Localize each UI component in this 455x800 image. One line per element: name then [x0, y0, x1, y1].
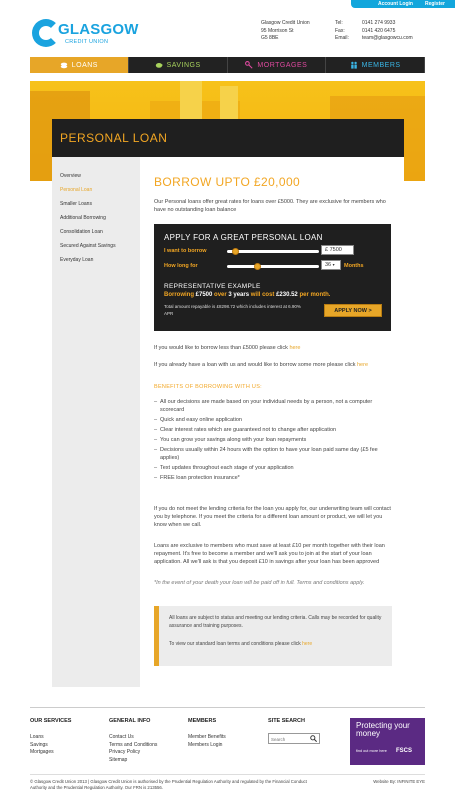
- address-line: Glasgow Credit Union: [261, 20, 310, 26]
- borrow-slider-handle[interactable]: [232, 248, 239, 255]
- fax-value: 0141 420 6475: [362, 27, 396, 34]
- address-line: 95 Morrison St: [261, 27, 294, 34]
- footer-heading: SITE SEARCH: [268, 718, 305, 724]
- list-item: – Decisions usually within 24 hours with the option to have your loan paid same day (£5 fee applies): [154, 446, 394, 462]
- criteria-text: If you do not meet the lending criteria for the loan you apply for, our underwriting team will contact you by telephone. If you meet the criteria for a different loan amount or product, we will let you know when we call.: [154, 506, 391, 528]
- sidebar-item-everyday-loan[interactable]: Everyday Loan: [60, 257, 94, 263]
- insurance-note: *In the event of your death your loan will be paid off in full. Terms and conditions apply.: [154, 580, 365, 586]
- footer-link-member-benefits[interactable]: Member Benefits: [188, 734, 226, 740]
- nav-label: MEMBERS: [361, 61, 401, 69]
- terms-notice: [154, 606, 392, 666]
- chevron-down-icon: ▾: [332, 262, 335, 267]
- benefits-title: BENEFITS OF BORROWING WITH US:: [154, 384, 262, 390]
- nav-loans[interactable]: [30, 57, 129, 73]
- footer-link-terms[interactable]: Terms and Conditions: [109, 741, 158, 748]
- address-block: [261, 20, 310, 43]
- small-loan-copy: If you would like to borrow less than £5000 please click: [154, 345, 290, 351]
- contact-values: [362, 20, 413, 43]
- how-long-label: How long for: [164, 263, 198, 269]
- logo-g-icon: [32, 19, 60, 47]
- address-line: G5 8BE: [261, 35, 279, 41]
- borrow-label: I want to borrow: [164, 248, 207, 254]
- footer-general-info: [109, 718, 157, 764]
- list-item: – Quick and easy online application: [154, 416, 394, 424]
- rep-amount: £7500: [195, 292, 213, 298]
- small-loan-link[interactable]: here: [289, 345, 301, 351]
- nav-label: SAVINGS: [166, 61, 201, 69]
- register-link[interactable]: Register: [424, 1, 445, 7]
- footer-heading: GENERAL INFO: [109, 718, 151, 724]
- footer-link-members-login[interactable]: Members Login: [188, 741, 223, 748]
- main-heading: BORROW UPTO £20,000: [154, 175, 301, 189]
- nav-label: LOANS: [71, 61, 98, 69]
- term-slider-handle[interactable]: [254, 263, 261, 270]
- logo-subtitle: CREDIT UNION: [65, 39, 109, 45]
- small-loan-text: [154, 344, 394, 352]
- months-label: Months: [344, 263, 364, 269]
- footer-link-savings[interactable]: Savings: [30, 741, 48, 748]
- footer-link-privacy[interactable]: Privacy Policy: [109, 749, 141, 755]
- term-value: 36: [325, 262, 332, 268]
- footer-divider: [30, 774, 425, 775]
- nav-savings[interactable]: [129, 57, 228, 73]
- rep-monthly-cost: £230.52: [276, 292, 298, 298]
- existing-loan-link[interactable]: here: [357, 362, 369, 368]
- email-link[interactable]: team@glasgowcu.com: [362, 35, 413, 41]
- page-title-bar: [52, 119, 404, 157]
- footer-divider: [30, 707, 425, 708]
- borrow-amount-input[interactable]: £ 7500: [321, 245, 354, 255]
- sidebar-item-additional-borrowing[interactable]: Additional Borrowing: [60, 215, 106, 221]
- representative-example-title: REPRESENTATIVE EXAMPLE: [164, 283, 261, 290]
- representative-example-line: [164, 292, 330, 298]
- fscs-logo: FSCS: [396, 748, 413, 754]
- rep-text: per month.: [297, 292, 331, 298]
- footer-members: [188, 718, 226, 749]
- tel-value: 0141 274 9933: [362, 20, 396, 26]
- rep-text: will cost: [249, 292, 277, 298]
- nav-label: MORTGAGES: [257, 61, 308, 69]
- footer-link-loans[interactable]: Loans: [30, 734, 44, 740]
- calculator-title: APPLY FOR A GREAT PERSONAL LOAN: [164, 233, 323, 242]
- page-title: PERSONAL LOAN: [60, 131, 168, 145]
- sidebar-item-secured-against-savings[interactable]: Secured Against Savings: [60, 243, 116, 249]
- account-login-link[interactable]: Account Login: [377, 1, 413, 7]
- existing-loan-copy: If you already have a loan with us and would like to borrow some more please click: [154, 362, 357, 368]
- term-select[interactable]: [321, 260, 341, 270]
- badge-find-more: find out more here: [356, 749, 387, 753]
- membership-text: Loans are exclusive to members who must save at least £10 per month together with their loan repayment. It's free to become a member and we'll ask you to join at the start of your loan application. All we'll ask is that you deposit £10 in savings after your loan has been approved: [154, 543, 385, 565]
- piggy-bank-icon: [155, 61, 163, 69]
- terms-link-line: [169, 641, 312, 647]
- list-item: – All our decisions are made based on your individual needs by a person, not a computer scorecard: [154, 398, 394, 414]
- main-nav: [30, 57, 425, 73]
- site-search: [268, 733, 320, 744]
- sidebar-item-smaller-loans[interactable]: Smaller Loans: [60, 201, 92, 207]
- intro-text: Our Personal loans offer great rates for loans over £5000. They are exclusive for members who have no outstanding loan balance: [154, 199, 386, 213]
- footer-link-sitemap[interactable]: Sitemap: [109, 756, 128, 763]
- logo-text: GLASGOW: [58, 21, 139, 38]
- nav-members[interactable]: [326, 57, 425, 73]
- search-input[interactable]: [271, 735, 309, 743]
- sidebar: [52, 157, 140, 687]
- legal-text: © Glasgow Credit Union 2013 | Glasgow Credit Union is authorised by the Prudential Regulation Authority and regulated by the Financial Conduct Authority and the Prudential Regulation Authority. Our FRN is 213556.: [30, 779, 307, 790]
- logo[interactable]: [32, 19, 139, 49]
- borrow-slider[interactable]: [227, 250, 319, 253]
- fax-label: Fax:: [335, 27, 345, 34]
- terms-notice-text: All loans are subject to status and meeting our lending criteria. Calls may be recorded for quality assurance and training purposes.: [169, 615, 382, 629]
- footer-link-contact[interactable]: Contact Us: [109, 734, 134, 740]
- coins-icon: [60, 61, 68, 69]
- people-icon: [350, 61, 358, 69]
- email-label: Email:: [335, 35, 349, 41]
- sidebar-item-consolidation-loan[interactable]: Consolidation Loan: [60, 229, 103, 235]
- footer-link-mortgages[interactable]: Mortgages: [30, 749, 54, 755]
- list-item: – You can grow your savings along with your loan repayments: [154, 436, 394, 444]
- term-slider[interactable]: [227, 265, 319, 268]
- terms-copy: To view our standard loan terms and conditions please click: [169, 641, 303, 647]
- footer-heading: OUR SERVICES: [30, 718, 72, 724]
- rep-text: Borrowing: [164, 292, 196, 298]
- footer-search: [268, 718, 305, 734]
- top-bar: [0, 0, 455, 8]
- sidebar-item-overview[interactable]: Overview: [60, 173, 81, 179]
- sidebar-item-personal-loan[interactable]: Personal Loan: [60, 187, 93, 193]
- list-item: – FREE loan protection insurance*: [154, 474, 394, 482]
- terms-link[interactable]: here: [302, 641, 313, 647]
- contact-labels: [335, 20, 349, 43]
- benefits-list: [154, 398, 394, 484]
- tel-label: Tel:: [335, 20, 343, 26]
- key-icon: [245, 61, 253, 69]
- total-repayable-text: Total amount repayable is £8298.72 which includes interest at 6.90% APR: [164, 304, 301, 316]
- rep-text: over: [212, 292, 229, 298]
- footer-services: [30, 718, 71, 757]
- existing-loan-text: [154, 361, 394, 369]
- footer-heading: MEMBERS: [188, 718, 217, 724]
- list-item: – Clear interest rates which are guaranteed not to change after application: [154, 426, 394, 434]
- badge-title: Protecting your money: [356, 721, 410, 738]
- loan-calculator: [154, 224, 391, 331]
- apply-now-button[interactable]: APPLY NOW >: [324, 304, 382, 317]
- site-by-link[interactable]: Website By: INFINITE EYE: [373, 779, 425, 784]
- search-icon[interactable]: [310, 735, 317, 742]
- list-item: – Text updates throughout each stage of your application: [154, 464, 394, 472]
- nav-mortgages[interactable]: [228, 57, 327, 73]
- fscs-badge[interactable]: [350, 718, 425, 765]
- rep-term: 3 years: [228, 292, 250, 298]
